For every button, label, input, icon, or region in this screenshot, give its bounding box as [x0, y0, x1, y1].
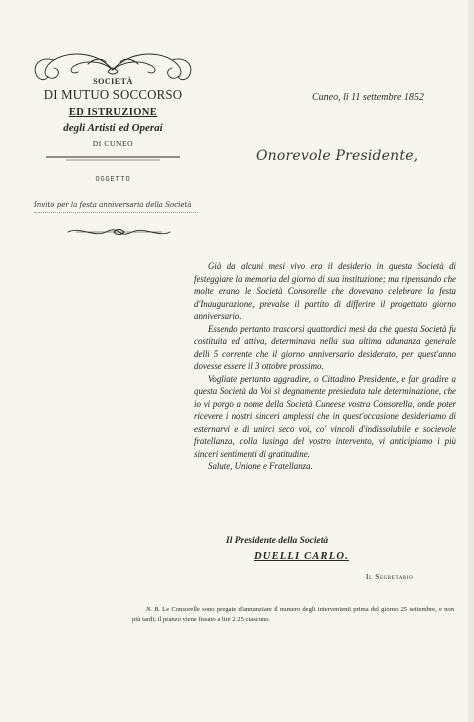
- salutation: Onorevole Presidente,: [256, 148, 419, 164]
- letter-date: Cuneo, li 11 settembre 1852: [312, 92, 424, 103]
- scan-edge: [468, 0, 474, 722]
- body-paragraph: Già da alcuni mesi vivo era il desiderio in questa Società di festeggiare la memoria del giorno di sua instituzione; ma ripensando che molte erano le Società Consorelle che dovevano celebrare la festa d'Inaugurazione, prevalse il partito di differire il progettato giorno anniversario.: [194, 261, 456, 321]
- letterhead-line-cuneo: DI CUNEO: [92, 139, 134, 148]
- closing-greeting: Salute, Unione e Fratellanza.: [208, 461, 313, 471]
- signature-title: Il Presidente della Società: [226, 536, 329, 546]
- subject-label: OGGETTO: [95, 176, 131, 184]
- letter-body: [194, 260, 456, 473]
- letterhead: [28, 48, 198, 248]
- letterhead-line-istruzione: ED ISTRUZIONE: [68, 107, 158, 118]
- letterhead-line-mutuo-soccorso: DI MUTUO SOCCORSO: [43, 88, 183, 103]
- subject-dotted-line: [34, 212, 198, 213]
- letterhead-line-societa: SOCIETÀ: [93, 77, 133, 86]
- letterhead-rule-divider: [46, 154, 180, 162]
- subject-flourish-ornament: [64, 224, 174, 240]
- signature-name: DUELLI CARLO.: [254, 551, 349, 562]
- body-paragraph: Vogliate pertanto aggradire, o Cittadino Presidente, e far gradire a questa Società da Voi sì degnamente presieduta tale determinazione, che io vi porgo a nome della Società Cuneese vostra Consorella, onde poter ricevere i nostri sinceri amplessi che in quest'occasione desideriamo di esternarvi e di unirci seco voi, co' vincoli d'indissolubile e socievole fratellanza, colla lusinga del vostro intervento, vi anticipiamo i più sinceri sentimenti di gratitudine.: [194, 373, 456, 459]
- footnote-text: Le Consorelle sono pregate d'annunziare il numero degli intervenienti prima del giorno 25 settembre, e non più tardi; il pranzo viene fissato a lire 2 25 ciascuno.: [132, 606, 454, 623]
- letterhead-line-artisti-operai: degli Artisti ed Operai: [63, 122, 163, 134]
- secretary-label: Il Segretario: [366, 572, 414, 581]
- subject-text: Invito per la festa anniversaria della Società: [34, 201, 192, 209]
- footnote-label: N. B.: [146, 606, 160, 613]
- footnote: [132, 605, 454, 624]
- body-paragraph: Essendo pertanto trascorsi quattordici mesi da che questa Società fu costituita ed attiva, determinava nella sua ultima adunanza generale delli 5 corrente che il giorno anniversario desiderato, per quest'anno dovesse essere il 3 ottobre prossimo.: [194, 323, 456, 371]
